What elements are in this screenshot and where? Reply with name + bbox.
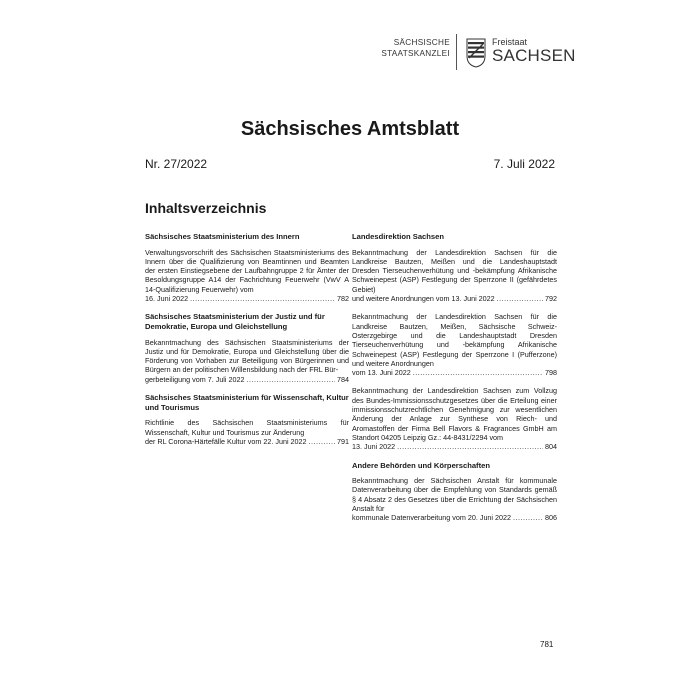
- freistaat-sachsen-logo-text: [492, 37, 576, 65]
- leader-dots: [397, 442, 543, 451]
- entry-page: 784: [337, 374, 349, 384]
- leader-dots: [513, 513, 543, 522]
- toc-entry[interactable]: [352, 386, 557, 451]
- logo-right-line2: SACHSEN: [492, 46, 576, 65]
- entry-page: 791: [337, 436, 349, 446]
- toc-section: [145, 232, 349, 303]
- toc-entry[interactable]: [145, 248, 349, 304]
- leader-dots: [309, 437, 335, 446]
- issue-number: Nr. 27/2022: [145, 157, 208, 171]
- entry-last-line: gerbeteiligung vom 7. Juli 2022: [145, 374, 245, 384]
- toc-section: [145, 312, 349, 384]
- toc-entry[interactable]: [352, 312, 557, 377]
- coat-of-arms-icon: [466, 38, 486, 68]
- toc-entry[interactable]: [145, 418, 349, 446]
- section-heading: Sächsisches Staatsministerium der Justiz und für Demokratie, Europa und Gleichstellung: [145, 312, 325, 331]
- entry-text: Bekanntmachung der Sächsischen Anstalt für kommunale Datenverarbeitung über die Empfehlung von Standards gemäß § 4 Absatz 2 des Gesetzes über die Errichtung der Sächsischen Anstalt für: [352, 476, 557, 514]
- toc-entry[interactable]: [145, 338, 349, 384]
- leader-dots: [247, 375, 336, 384]
- toc-right-column: [352, 232, 557, 532]
- section-heading: Landesdirektion Sachsen: [352, 232, 444, 241]
- entry-text: Verwaltungsvorschrift des Sächsischen Staatsministeriums des Innern über die Qualifizierung von Beamtinnen und Beamten der ersten Einstiegsebene der Laufbahngruppe 2 für Ämter der Besoldungsgruppe A14 der Fachrichtung Feuerwehr (VwV A 14-Qualifizierung Feuerwehr) vom: [145, 247, 349, 294]
- entry-text: Bekanntmachung der Landesdirektion Sachsen zum Vollzug des Bundes-Immissionsschutzgesetzes über die Erteilung einer immissionsschutzrechtlichen Genehmigung zur wesentlichen Änderung der Anlage zur Synthese von Riech- und Aromastoffen der Firma Bell Flavors & Fragrances GmbH am Standort 04205 Leipzig Gz.: 44-8431/2294 vom: [352, 386, 557, 442]
- toc-section: [145, 393, 349, 446]
- toc-section: [352, 461, 557, 523]
- leader-dots: [190, 294, 335, 303]
- entry-page: 798: [545, 368, 557, 378]
- entry-last-line: kommunale Datenverarbeitung vom 20. Juni 2022: [352, 513, 512, 523]
- toc-entry[interactable]: [352, 248, 557, 304]
- leader-dots: [413, 368, 543, 377]
- staatskanzlei-logo-text: [368, 37, 450, 59]
- entry-page: 804: [545, 442, 557, 452]
- issue-date: 7. Juli 2022: [493, 157, 555, 171]
- entry-last-line: 16. Juni 2022: [145, 294, 189, 304]
- entry-text: Bekanntmachung des Sächsischen Staatsministeriums der Justiz und für Demokratie, Europa und Gleichstellung über die Förderung von Vorhaben zur Beteiligung von Bürgerinnen und Bürgern an der politischen Willensbildung nach der FRL Bür-: [145, 337, 349, 375]
- entry-last-line: 13. Juni 2022: [352, 442, 396, 452]
- entry-page: 792: [545, 294, 557, 304]
- logo-left-line2: STAATSKANZLEI: [381, 49, 450, 58]
- entry-last-line: vom 13. Juni 2022: [352, 368, 411, 378]
- toc-section: [352, 232, 557, 452]
- entry-page: 806: [545, 513, 557, 523]
- entry-last-line: und weitere Anordnungen vom 13. Juni 2022: [352, 294, 495, 304]
- section-heading: Sächsisches Staatsministerium des Innern: [145, 232, 300, 241]
- toc-title: Inhaltsverzeichnis: [145, 200, 267, 216]
- section-heading: Sächsisches Staatsministerium für Wissenschaft, Kultur und Tourismus: [145, 393, 349, 412]
- entry-text: Bekanntmachung der Landesdirektion Sachsen für die Landkreise Bautzen, Meißen, Sächsische Schweiz-Osterzgebirge und die Landeshauptstadt Dresden Tierseuchenverhütung und -bekämpfung Afrikanische Schweinepest (ASP) Festlegung der Sperrzone I (Pufferzone) und weitere Anordnungen: [352, 312, 557, 368]
- entry-last-line: der RL Corona-Härtefälle Kultur vom 22. Juni 2022: [145, 436, 307, 446]
- section-heading: Andere Behörden und Körperschaften: [352, 460, 490, 470]
- entry-text: Bekanntmachung der Landesdirektion Sachsen für die Landkreise Bautzen, Meißen und die Landeshauptstadt Dresden Tierseuchenverhütung und -bekämpfung Afrikanische Schweinepest (ASP) Festlegung der Sperrzone II (gefährdetes Gebiet): [352, 247, 557, 294]
- page-title: Sächsisches Amtsblatt: [240, 118, 460, 140]
- toc-entry[interactable]: [352, 476, 557, 522]
- logo-right-line1: Freistaat: [492, 37, 528, 47]
- logo-divider: [456, 34, 457, 70]
- logo-left-line1: SÄCHSISCHE: [393, 38, 450, 47]
- entry-page: 782: [337, 294, 349, 304]
- leader-dots: [497, 294, 543, 303]
- toc-left-column: [145, 232, 349, 455]
- page-number: 781: [540, 640, 554, 649]
- entry-text: Richtlinie des Sächsischen Staatsministeriums für Wissenschaft, Kultur und Tourismus zur Änderung: [145, 418, 349, 437]
